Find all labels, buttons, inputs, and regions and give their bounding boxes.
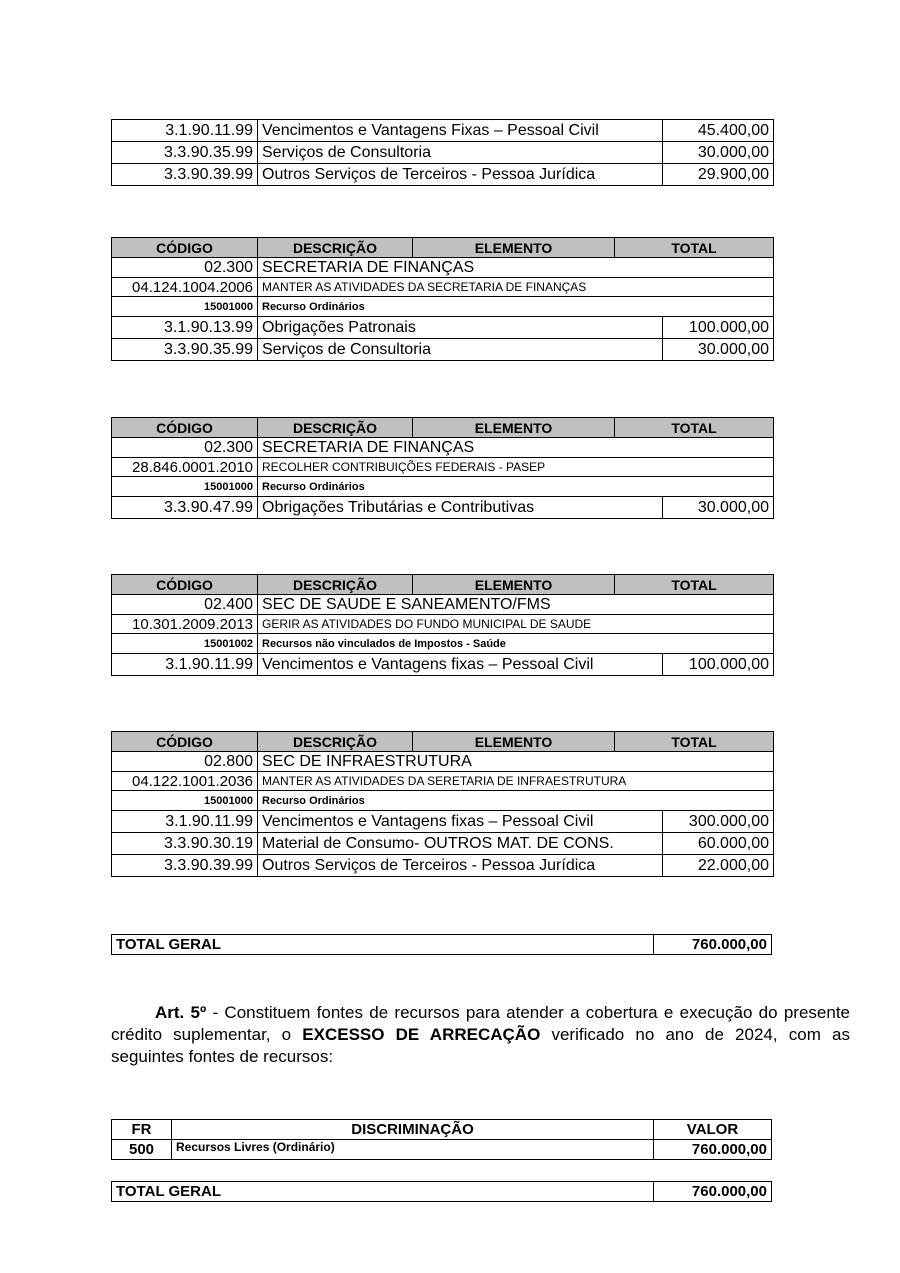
article-text-1: - Constituem fontes de recursos para atender a cobertura e execução do presente crédito suplementar, o: [111, 1003, 850, 1044]
header-descricao: DESCRIÇÃO: [258, 732, 413, 752]
source-code: 15001000: [112, 477, 258, 497]
header-elemento: ELEMENTO: [413, 575, 615, 595]
header-elemento: ELEMENTO: [413, 238, 615, 258]
sources-total-table: [111, 1181, 772, 1202]
source-name: Recurso Ordinários: [258, 791, 774, 811]
org-row: [112, 258, 774, 278]
source-name: Recursos não vinculados de Impostos - Saúde: [258, 634, 774, 654]
header-descricao: DESCRIÇÃO: [258, 575, 413, 595]
line-description: Serviços de Consultoria: [258, 142, 663, 164]
line-value: 30.000,00: [663, 497, 774, 519]
action-row: [112, 458, 774, 477]
org-name: SEC DE INFRAESTRUTURA: [258, 752, 774, 772]
table-row: [112, 339, 774, 361]
action-name: GERIR AS ATIVIDADES DO FUNDO MUNICIPAL DE SAUDE: [258, 615, 774, 634]
line-code: 3.3.90.35.99: [112, 339, 258, 361]
table-row: [112, 654, 774, 676]
header-codigo: CÓDIGO: [112, 238, 258, 258]
sources-header-row: [112, 1120, 772, 1140]
line-value: 60.000,00: [663, 833, 774, 855]
line-value: 300.000,00: [663, 811, 774, 833]
header-row: [112, 418, 774, 438]
action-row: [112, 772, 774, 791]
article-text-2: verificado no ano de 2024, com as seguintes fontes de recursos:: [111, 1025, 850, 1066]
line-value: 30.000,00: [663, 142, 774, 164]
header-descricao: DESCRIÇÃO: [258, 238, 413, 258]
source-fr: 500: [112, 1140, 172, 1160]
action-name: RECOLHER CONTRIBUIÇÕES FEDERAIS - PASEP: [258, 458, 774, 477]
org-row: [112, 438, 774, 458]
budget-block-1: [111, 237, 774, 361]
source-valor: 760.000,00: [654, 1140, 772, 1160]
line-code: 3.1.90.11.99: [112, 654, 258, 676]
org-name: SEC DE SAUDE E SANEAMENTO/FMS: [258, 595, 774, 615]
line-description: Vencimentos e Vantagens Fixas – Pessoal Civil: [258, 120, 663, 142]
source-code: 15001000: [112, 297, 258, 317]
org-code: 02.300: [112, 258, 258, 278]
continuation-lines-table: [111, 119, 774, 186]
table-row: [112, 164, 774, 186]
action-code: 04.122.1001.2036: [112, 772, 258, 791]
action-row: [112, 615, 774, 634]
total-row: [112, 1182, 772, 1202]
table-row: [112, 142, 774, 164]
header-total: TOTAL: [615, 732, 774, 752]
source-row: [112, 791, 774, 811]
sources-total-label: TOTAL GERAL: [112, 1182, 654, 1202]
source-name: Recurso Ordinários: [258, 297, 774, 317]
header-valor: VALOR: [654, 1120, 772, 1140]
header-discriminacao: DISCRIMINAÇÃO: [172, 1120, 654, 1140]
line-value: 100.000,00: [663, 654, 774, 676]
line-description: Obrigações Tributárias e Contributivas: [258, 497, 663, 519]
sources-table: [111, 1119, 772, 1160]
line-description: Obrigações Patronais: [258, 317, 663, 339]
line-code: 3.3.90.39.99: [112, 855, 258, 877]
line-value: 22.000,00: [663, 855, 774, 877]
header-row: [112, 732, 774, 752]
line-code: 3.3.90.30.19: [112, 833, 258, 855]
total-label: TOTAL GERAL: [112, 935, 654, 955]
total-row: [112, 935, 772, 955]
header-total: TOTAL: [615, 238, 774, 258]
line-description: Vencimentos e Vantagens fixas – Pessoal Civil: [258, 654, 663, 676]
table-row: [112, 317, 774, 339]
action-name: MANTER AS ATIVIDADES DA SERETARIA DE INFRAESTRUTURA: [258, 772, 774, 791]
line-description: Vencimentos e Vantagens fixas – Pessoal Civil: [258, 811, 663, 833]
source-name: Recurso Ordinários: [258, 477, 774, 497]
line-code: 3.3.90.35.99: [112, 142, 258, 164]
header-row: [112, 238, 774, 258]
line-code: 3.1.90.11.99: [112, 811, 258, 833]
source-row: [112, 634, 774, 654]
line-code: 3.1.90.13.99: [112, 317, 258, 339]
line-description: Outros Serviços de Terceiros - Pessoa Jurídica: [258, 855, 663, 877]
header-descricao: DESCRIÇÃO: [258, 418, 413, 438]
total-value: 760.000,00: [654, 935, 772, 955]
action-row: [112, 278, 774, 297]
org-code: 02.300: [112, 438, 258, 458]
source-code: 15001002: [112, 634, 258, 654]
line-description: Serviços de Consultoria: [258, 339, 663, 361]
table-row: [112, 1140, 772, 1160]
header-total: TOTAL: [615, 575, 774, 595]
table-row: [112, 497, 774, 519]
line-code: 3.1.90.11.99: [112, 120, 258, 142]
source-discriminacao: Recursos Livres (Ordinário): [172, 1140, 654, 1160]
action-code: 10.301.2009.2013: [112, 615, 258, 634]
source-row: [112, 297, 774, 317]
article-highlight: EXCESSO DE ARRECAÇÃO: [302, 1025, 541, 1044]
line-value: 29.900,00: [663, 164, 774, 186]
line-code: 3.3.90.39.99: [112, 164, 258, 186]
header-codigo: CÓDIGO: [112, 575, 258, 595]
action-name: MANTER AS ATIVIDADES DA SECRETARIA DE FINANÇAS: [258, 278, 774, 297]
header-codigo: CÓDIGO: [112, 732, 258, 752]
total-geral-table: [111, 934, 772, 955]
budget-block-2: [111, 417, 774, 519]
org-code: 02.800: [112, 752, 258, 772]
source-code: 15001000: [112, 791, 258, 811]
org-name: SECRETARIA DE FINANÇAS: [258, 438, 774, 458]
article-5-paragraph: [111, 1002, 850, 1068]
source-row: [112, 477, 774, 497]
line-description: Material de Consumo- OUTROS MAT. DE CONS.: [258, 833, 663, 855]
sources-total-value: 760.000,00: [654, 1182, 772, 1202]
header-fr: FR: [112, 1120, 172, 1140]
table-row: [112, 855, 774, 877]
header-codigo: CÓDIGO: [112, 418, 258, 438]
table-row: [112, 811, 774, 833]
action-code: 28.846.0001.2010: [112, 458, 258, 477]
header-elemento: ELEMENTO: [413, 732, 615, 752]
line-value: 45.400,00: [663, 120, 774, 142]
line-description: Outros Serviços de Terceiros - Pessoa Jurídica: [258, 164, 663, 186]
line-value: 30.000,00: [663, 339, 774, 361]
org-row: [112, 752, 774, 772]
org-name: SECRETARIA DE FINANÇAS: [258, 258, 774, 278]
article-label: Art. 5º: [155, 1003, 207, 1022]
header-elemento: ELEMENTO: [413, 418, 615, 438]
action-code: 04.124.1004.2006: [112, 278, 258, 297]
budget-block-3: [111, 574, 774, 676]
table-row: [112, 120, 774, 142]
line-code: 3.3.90.47.99: [112, 497, 258, 519]
header-total: TOTAL: [615, 418, 774, 438]
budget-block-4: [111, 731, 774, 877]
table-row: [112, 833, 774, 855]
line-value: 100.000,00: [663, 317, 774, 339]
org-code: 02.400: [112, 595, 258, 615]
org-row: [112, 595, 774, 615]
header-row: [112, 575, 774, 595]
